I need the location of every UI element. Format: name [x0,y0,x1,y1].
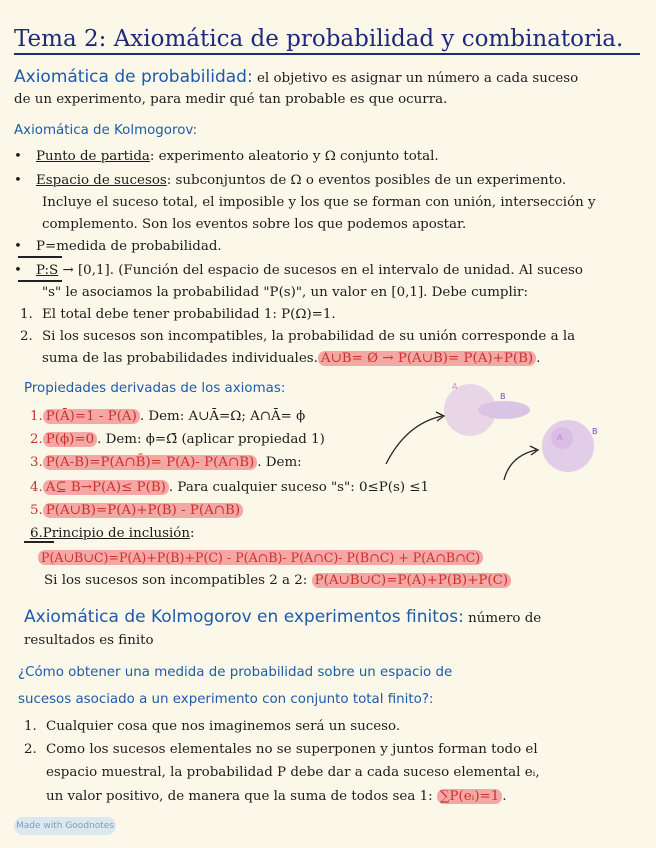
list-number: 2. [24,742,37,757]
property-text: . Dem: ϕ=Ω̄ (aplicar propiedad 1) [97,432,325,447]
bullet-label: Punto de partida [36,149,150,164]
bullet-text: → [0,1]. (Función del espacio de sucesos en el intervalo de unidad. Al suceso [58,263,583,278]
finitos-text: número de [468,611,542,626]
bullet-text-cont: complemento. Son los eventos sobre los que podemos apostar. [42,217,467,232]
list-number: 3. [30,455,43,470]
highlight-formula: P(A∪B∪C)=P(A)+P(B)+P(C) - P(A∩B)- P(A∩C)- P(B∩C) + P(A∩B∩C) [38,550,483,565]
bullet-dot: • [14,239,22,254]
axiom-text: El total debe tener probabilidad 1: P(Ω)=1. [42,307,336,322]
axiom-2-cont: suma de las probabilidades individuales. A∪B= Ø → P(A∪B)= P(A)+P(B) . [42,351,541,366]
property-6 [30,523,656,545]
heading-axiomatica: Axiomática de probabilidad: [14,67,253,87]
heading-como-obtener-2: sucesos asociado a un experimento con conjunto total finito?: [18,692,434,707]
bullet-espacio-sucesos [14,170,650,192]
axiom-2 [20,326,656,348]
step-2-cont: espacio muestral, la probabilidad P debe dar a cada suceso elemental eᵢ, [46,765,540,780]
bullet-text: : experimento aleatorio y Ω conjunto total. [149,149,439,164]
goodnotes-badge: Made with Goodnotes [14,817,116,835]
heading-kolmogorov-finitos: Axiomática de Kolmogorov en experimentos finitos: [24,607,464,627]
highlight-formula: P(A-B)=P(A∩B̄)= P(A)- P(A∩B) [43,455,257,470]
list-number: 1. [30,409,43,424]
step-2-cont [46,786,656,808]
venn-diagrams [380,376,656,494]
property-colon: : [189,526,195,541]
bullet-label: Espacio de sucesos [36,173,167,188]
bullet-label: P:S [36,263,59,278]
step-text: Cualquier cosa que nos imaginemos será un suceso. [46,719,401,734]
finitos-text-2: resultados es finito [24,633,154,648]
property-5 [30,500,656,522]
venn-label-a: A [557,433,563,442]
venn-label-b: B [500,392,506,401]
step-2 [24,739,656,761]
page-title: Tema 2: Axiomática de probabilidad y combinatoria. [14,26,640,55]
highlight-formula: A⊆ B→P(A)≤ P(B) [43,480,169,495]
bullet-text: P=medida de probabilidad. [36,239,222,254]
property-text: . Dem: A∪Ā=Ω; A∩Ā= ϕ [139,409,306,424]
section-probability-intro [14,66,650,90]
bullet-text-cont: Incluye el suceso total, el imposible y los que se forman con unión, intersección y [42,195,596,210]
heading-como-obtener-1: ¿Cómo obtener una medida de probabilidad sobre un espacio de [18,665,453,680]
property-label: 6.Principio de inclusión [30,526,190,541]
bullet-text: : subconjuntos de Ω o eventos posibles de un experimento. [166,173,567,188]
property-text: . Para cualquier suceso "s": 0≤P(s) ≤1 [168,480,430,495]
step-text: Como los sucesos elementales no se superponen y juntos forman todo el [46,742,538,757]
bullet-medida [14,236,650,258]
venn-label-a: A [452,382,458,391]
heading-kolmogorov: Axiomática de Kolmogorov: [14,123,198,138]
bullet-dot: • [14,149,22,164]
list-number: 1. [24,719,37,734]
highlight-formula: P(A∪B∪C)=P(A)+P(B)+P(C) [312,573,511,588]
venn-ellipse-b [478,401,530,419]
bullet-dot: • [14,173,22,188]
list-number: 2. [30,432,43,447]
highlight-formula: P(Ā)=1 - P(A) [43,409,140,424]
bullet-funcion [14,260,656,282]
highlight-formula: A∪B= Ø → P(A∪B)= P(A)+P(B) [318,351,536,366]
step-1 [24,716,656,738]
arrow-line [386,416,442,464]
inclusion-formula [38,547,656,569]
intro-text-1: el objetivo es asignar un número a cada suceso [256,71,579,86]
axiom-text: suma de las probabilidades individuales. [42,351,318,366]
bullet-punto-partida [14,146,650,168]
list-number: 4. [30,480,43,495]
divider [24,541,54,543]
heading-propiedades: Propiedades derivadas de los axiomas: [24,381,286,396]
step-end: . [502,789,507,804]
section-finitos [24,606,656,630]
list-number: 1. [20,307,33,322]
highlight-formula: P(ϕ)=0 [43,432,97,447]
bullet-dot: • [14,263,22,278]
bullet-text-cont: "s" le asociamos la probabilidad "P(s)", un valor en [0,1]. Debe cumplir: [42,285,528,300]
list-number: 2. [20,329,33,344]
list-number: 5. [30,503,43,518]
axiom-1 [20,304,656,326]
step-text: un valor positivo, de manera que la suma de todos sea 1: [46,789,433,804]
intro-text-2: de un experimento, para medir qué tan probable es que ocurra. [14,92,448,107]
property-text: . Dem: [257,455,302,470]
inclusion-incompatible [44,570,656,592]
venn-label-b: B [592,427,598,436]
axiom-text: Si los sucesos son incompatibles, la probabilidad de su unión corresponde a la [42,329,576,344]
highlight-formula: ∑P(eᵢ)=1 [437,789,502,804]
property-text: Si los sucesos son incompatibles 2 a 2: [44,573,308,588]
highlight-formula: P(A∪B)=P(A)+P(B) - P(A∩B) [43,503,243,518]
